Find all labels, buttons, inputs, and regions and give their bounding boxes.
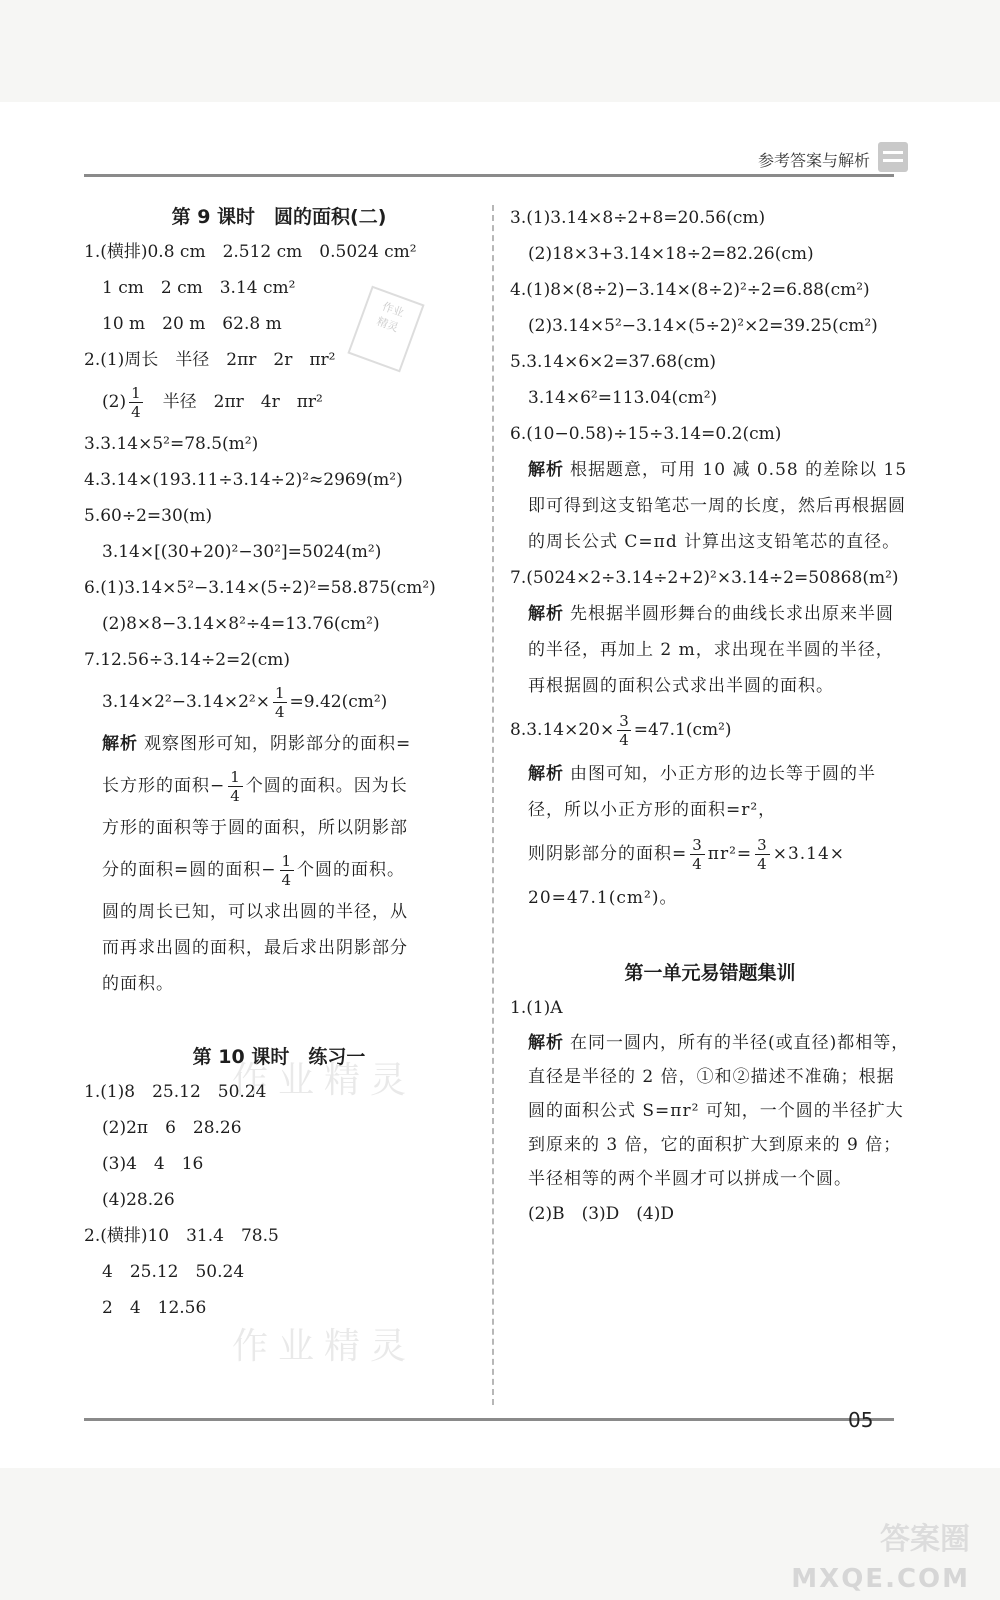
text-part: ×3.14× [772,844,846,864]
watermark-2: 作业精灵 [232,1326,417,1367]
text-part: =9.42(cm²) [289,692,388,712]
text-part: (2) [102,392,127,412]
fraction [690,836,705,873]
answer-line: 7.(5024×2÷3.14÷2+2)²×3.14÷2=50868(m²) [510,568,899,588]
answer-line: 5.3.14×6×2=37.68(cm) [510,352,717,372]
text-part: 则阴影部分的面积= [528,844,688,864]
text-part: 半径 2πr 4r πr² [145,392,323,412]
fraction-numerator: 1 [131,384,141,402]
fraction [755,836,770,873]
answer-line: 10 m 20 m 62.8 m [102,314,282,334]
answer-line: 3.14×[(30+20)²−30²]=5024(m²) [102,542,382,562]
answer-line [84,678,474,726]
fraction-denominator: 4 [274,703,285,721]
answer-line: (2)8×8−3.14×8²÷4=13.76(cm²) [102,614,380,634]
text-part: 长方形的面积− [102,776,226,796]
column-divider [492,205,494,1405]
explanation-tag: 解析 [528,1033,564,1053]
spacer [510,916,910,956]
answer-line: 2 4 12.56 [102,1298,207,1318]
text-part: 观察图形可知，阴影部分的面积= [144,734,412,754]
explanation-line: 20=47.1(cm²)。 [528,888,678,908]
explanation-tag: 解析 [528,604,564,624]
text-part: 8.3.14×20× [510,720,615,740]
fraction-denominator: 4 [230,787,241,805]
explanation-line: 方形的面积等于圆的面积，所以阴影部 [102,818,408,838]
explanation-line [102,726,474,762]
left-column [84,200,474,1326]
explanation-line [102,762,474,810]
text-part: 3.14×2²−3.14×2²× [102,692,270,712]
text-part: 个圆的面积。 [297,860,406,880]
explanation [510,596,910,704]
fraction [280,852,295,889]
footer-rule [84,1418,894,1421]
explanation-text: 先根据半圆形舞台的曲线长求出原来半圆的半径，再加上 2 m，求出现在半圆的半径，再根据圆的面积公式求出半圆的面积。 [528,604,894,696]
explanation-text: 根据题意，可用 10 减 0.58 的差除以 15 即可得到这支铅笔芯一周的长度，然后再根据圆的周长公式 C=πd 计算出这支铅笔芯的直径。 [528,460,908,552]
explanation [510,1026,910,1196]
answer-line: (2)B (3)D (4)D [528,1204,674,1224]
corner-url: MXQE.COM [791,1564,970,1594]
answer-line: 1 cm 2 cm 3.14 cm² [102,278,296,298]
fraction-numerator: 3 [619,712,629,730]
answer-line: 1.(横排)0.8 cm 2.512 cm 0.5024 cm² [84,242,417,262]
answer-line: 5.60÷2=30(m) [84,506,213,526]
fraction-numerator: 3 [692,836,703,854]
fraction-numerator: 1 [230,768,241,786]
explanation-line: 的面积。 [102,974,174,994]
text-part: 个圆的面积。因为长 [245,776,408,796]
watermark-1: 作业精灵 [232,1060,417,1101]
explanation-line: 而再求出圆的面积，最后求出阴影部分 [102,938,408,958]
explanation-line [102,846,474,894]
text-part: 分的面积=圆的面积− [102,860,277,880]
fraction-numerator: 1 [274,684,285,702]
answer-line: 6.(10−0.58)÷15÷3.14=0.2(cm) [510,424,782,444]
answer-line: 7.12.56÷3.14÷2=2(cm) [84,650,291,670]
text-part: =47.1(cm²) [633,720,732,740]
answer-line: 4.3.14×(193.11÷3.14÷2)²≈2969(m²) [84,470,403,490]
explanation [510,452,910,560]
answer-line: 3.3.14×5²=78.5(m²) [84,434,259,454]
explanation-line [528,756,910,828]
text-part: 由图可知，小正方形的边长等于圆的半径，所以小正方形的面积=r²， [528,764,876,820]
right-column [510,200,910,1232]
corner-logo: 答案圈 [880,1522,970,1557]
answer-line [84,378,474,426]
lesson-9-title: 第 9 课时 圆的面积(二) [171,206,387,228]
answer-line: 6.(1)3.14×5²−3.14×(5÷2)²=58.875(cm²) [84,578,436,598]
header-rule [84,174,894,177]
explanation [84,726,474,1002]
answer-line: 1.(1)A [510,998,563,1018]
fraction-denominator: 4 [619,731,629,749]
answer-line: 2.(1)周长 半径 2πr 2r πr² [84,350,336,370]
fraction-denominator: 4 [692,855,703,873]
fraction-numerator: 3 [757,836,768,854]
page-number: 05 [848,1408,874,1432]
explanation-text: 在同一圆内，所有的半径(或直径)都相等，直径是半径的 2 倍，①和②描述不准确；根据圆的面积公式 S=πr² 可知，一个圆的半径扩大到原来的 3 倍，它的面积扩大到原来的 9 倍；半径相等的两个半圆才可以拼成一个圆。 [528,1033,910,1189]
explanation [510,756,910,916]
lesson-10-title: 第 10 课时 练习一 [192,1046,366,1068]
header-tab-icon [878,142,908,172]
answer-line: 3.(1)3.14×8÷2+8=20.56(cm) [510,208,766,228]
answer-line: (3)4 4 16 [102,1154,204,1174]
answer-line: 4 25.12 50.24 [102,1262,245,1282]
explanation-line: 圆的周长已知，可以求出圆的半径，从 [102,902,408,922]
answer-line: (2)2π 6 28.26 [102,1118,242,1138]
spacer [84,1002,474,1040]
fraction-denominator: 4 [131,403,141,421]
answer-line: (4)28.26 [102,1190,175,1210]
fraction-denominator: 4 [757,855,768,873]
answer-line [510,704,910,756]
explanation-tag: 解析 [528,764,564,784]
answer-line: 2.(横排)10 31.4 78.5 [84,1226,279,1246]
text-part: πr²= [707,844,753,864]
header-label: 参考答案与解析 [757,151,870,170]
answer-line: (2)18×3+3.14×18÷2=82.26(cm) [528,244,814,264]
fraction [228,768,243,805]
fraction [273,684,287,721]
unit-review-title: 第一单元易错题集训 [624,962,796,984]
stamp-watermark: 作业 精灵 [347,286,424,373]
fraction-denominator: 4 [281,871,293,889]
answer-line: 1.(1)8 25.12 50.24 [84,1082,267,1102]
fraction [129,384,143,421]
explanation-tag: 解析 [102,734,138,754]
explanation-tag: 解析 [528,460,564,480]
explanation-line [528,828,910,880]
fraction-numerator: 1 [281,852,293,870]
fraction [617,712,631,749]
answer-line: (2)3.14×5²−3.14×(5÷2)²×2=39.25(cm²) [528,316,878,336]
answer-line: 4.(1)8×(8÷2)−3.14×(8÷2)²÷2=6.88(cm²) [510,280,870,300]
answer-line: 3.14×6²=113.04(cm²) [528,388,718,408]
